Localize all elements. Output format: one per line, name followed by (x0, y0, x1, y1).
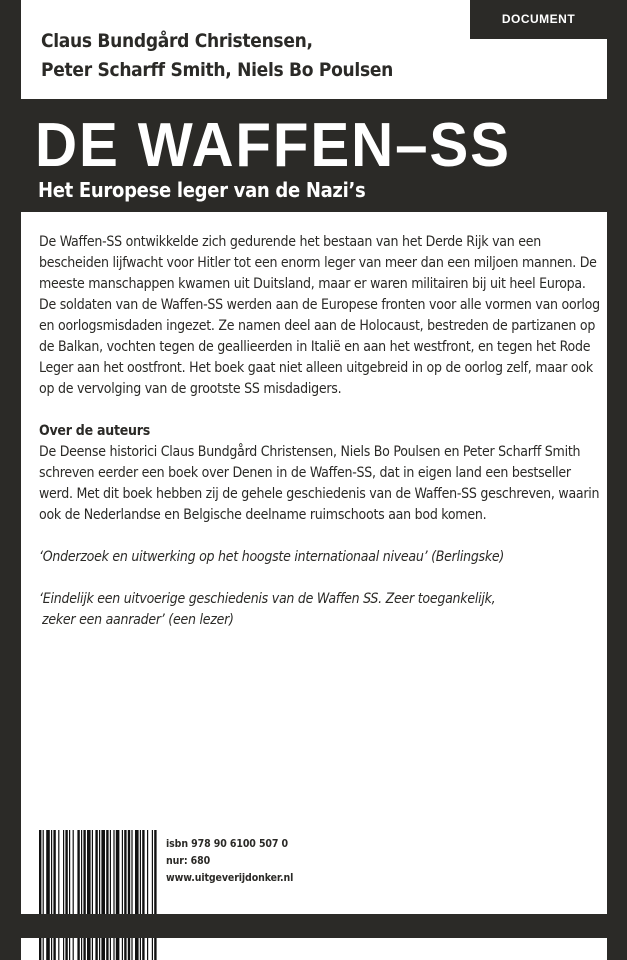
publication-info (166, 836, 293, 887)
book-title: DE WAFFEN–SS (35, 111, 511, 180)
blurb-paragraph-2: De soldaten van de Waffen-SS werden aan de Europese fronten voor alle vormen van oorlog en oorlogsmisdaden ingezet. Ze namen deel aan de Holocaust, bestreden de partizanen op de Balkan, vochten tegen de geallieerden in Italië en aan het westfront, en tegen het Rode Leger aan het oostfront. Het boek gaat niet alleen uitgebreid in op de oorlog zelf, maar ook op de vervolging van de grootste SS misdadigers. (39, 297, 600, 397)
document-badge: DOCUMENT (470, 0, 607, 39)
review-quote-2-line-2: zeker een aanrader’ (een lezer) (42, 612, 234, 628)
blurb (39, 232, 601, 631)
review-quote-2-line-1: ‘Eindelijk een uitvoerige geschiedenis van de Waffen SS. Zeer toegankelijk, (39, 591, 496, 607)
publisher-website: www.uitgeverijdonker.nl (166, 872, 294, 884)
back-cover-text-panel (21, 212, 607, 914)
nur-text: nur: 680 (166, 855, 211, 867)
book-subtitle: Het Europese leger van de Nazi’s (38, 178, 366, 202)
authors-line-2: Peter Scharff Smith, Niels Bo Poulsen (41, 59, 394, 81)
bottom-panel (21, 938, 607, 960)
blurb-paragraph-1: De Waffen-SS ontwikkelde zich gedurende het bestaan van het Derde Rijk van een bescheiden lijfwacht voor Hitler tot een enorm leger van meer dan een miljoen mannen. De meeste manschappen kwamen uit Duitsland, maar er waren militairen bij uit heel Europa. (39, 234, 597, 292)
authors-paragraph: De Deense historici Claus Bundgård Christensen, Niels Bo Poulsen en Peter Scharff Smith schreven eerder een boek over Denen in de Waffen-SS, dat in eigen land een bestseller werd. Met dit boek hebben zij de gehele geschiedenis van de Waffen-SS geschreven, waarin ook de Nederlandse en Belgische deelname ruimschoots aan bod komen. (39, 444, 600, 523)
review-quote-1: ‘Onderzoek en uitwerking op het hoogste internationaal niveau’ (Berlingske) (39, 549, 505, 565)
isbn-text: isbn 978 90 6100 507 0 (166, 838, 289, 850)
authors-line-1: Claus Bundgård Christensen, (41, 30, 313, 52)
barcode-fragment (39, 938, 157, 960)
authors-heading: Over de auteurs (39, 423, 150, 439)
barcode (39, 830, 157, 914)
